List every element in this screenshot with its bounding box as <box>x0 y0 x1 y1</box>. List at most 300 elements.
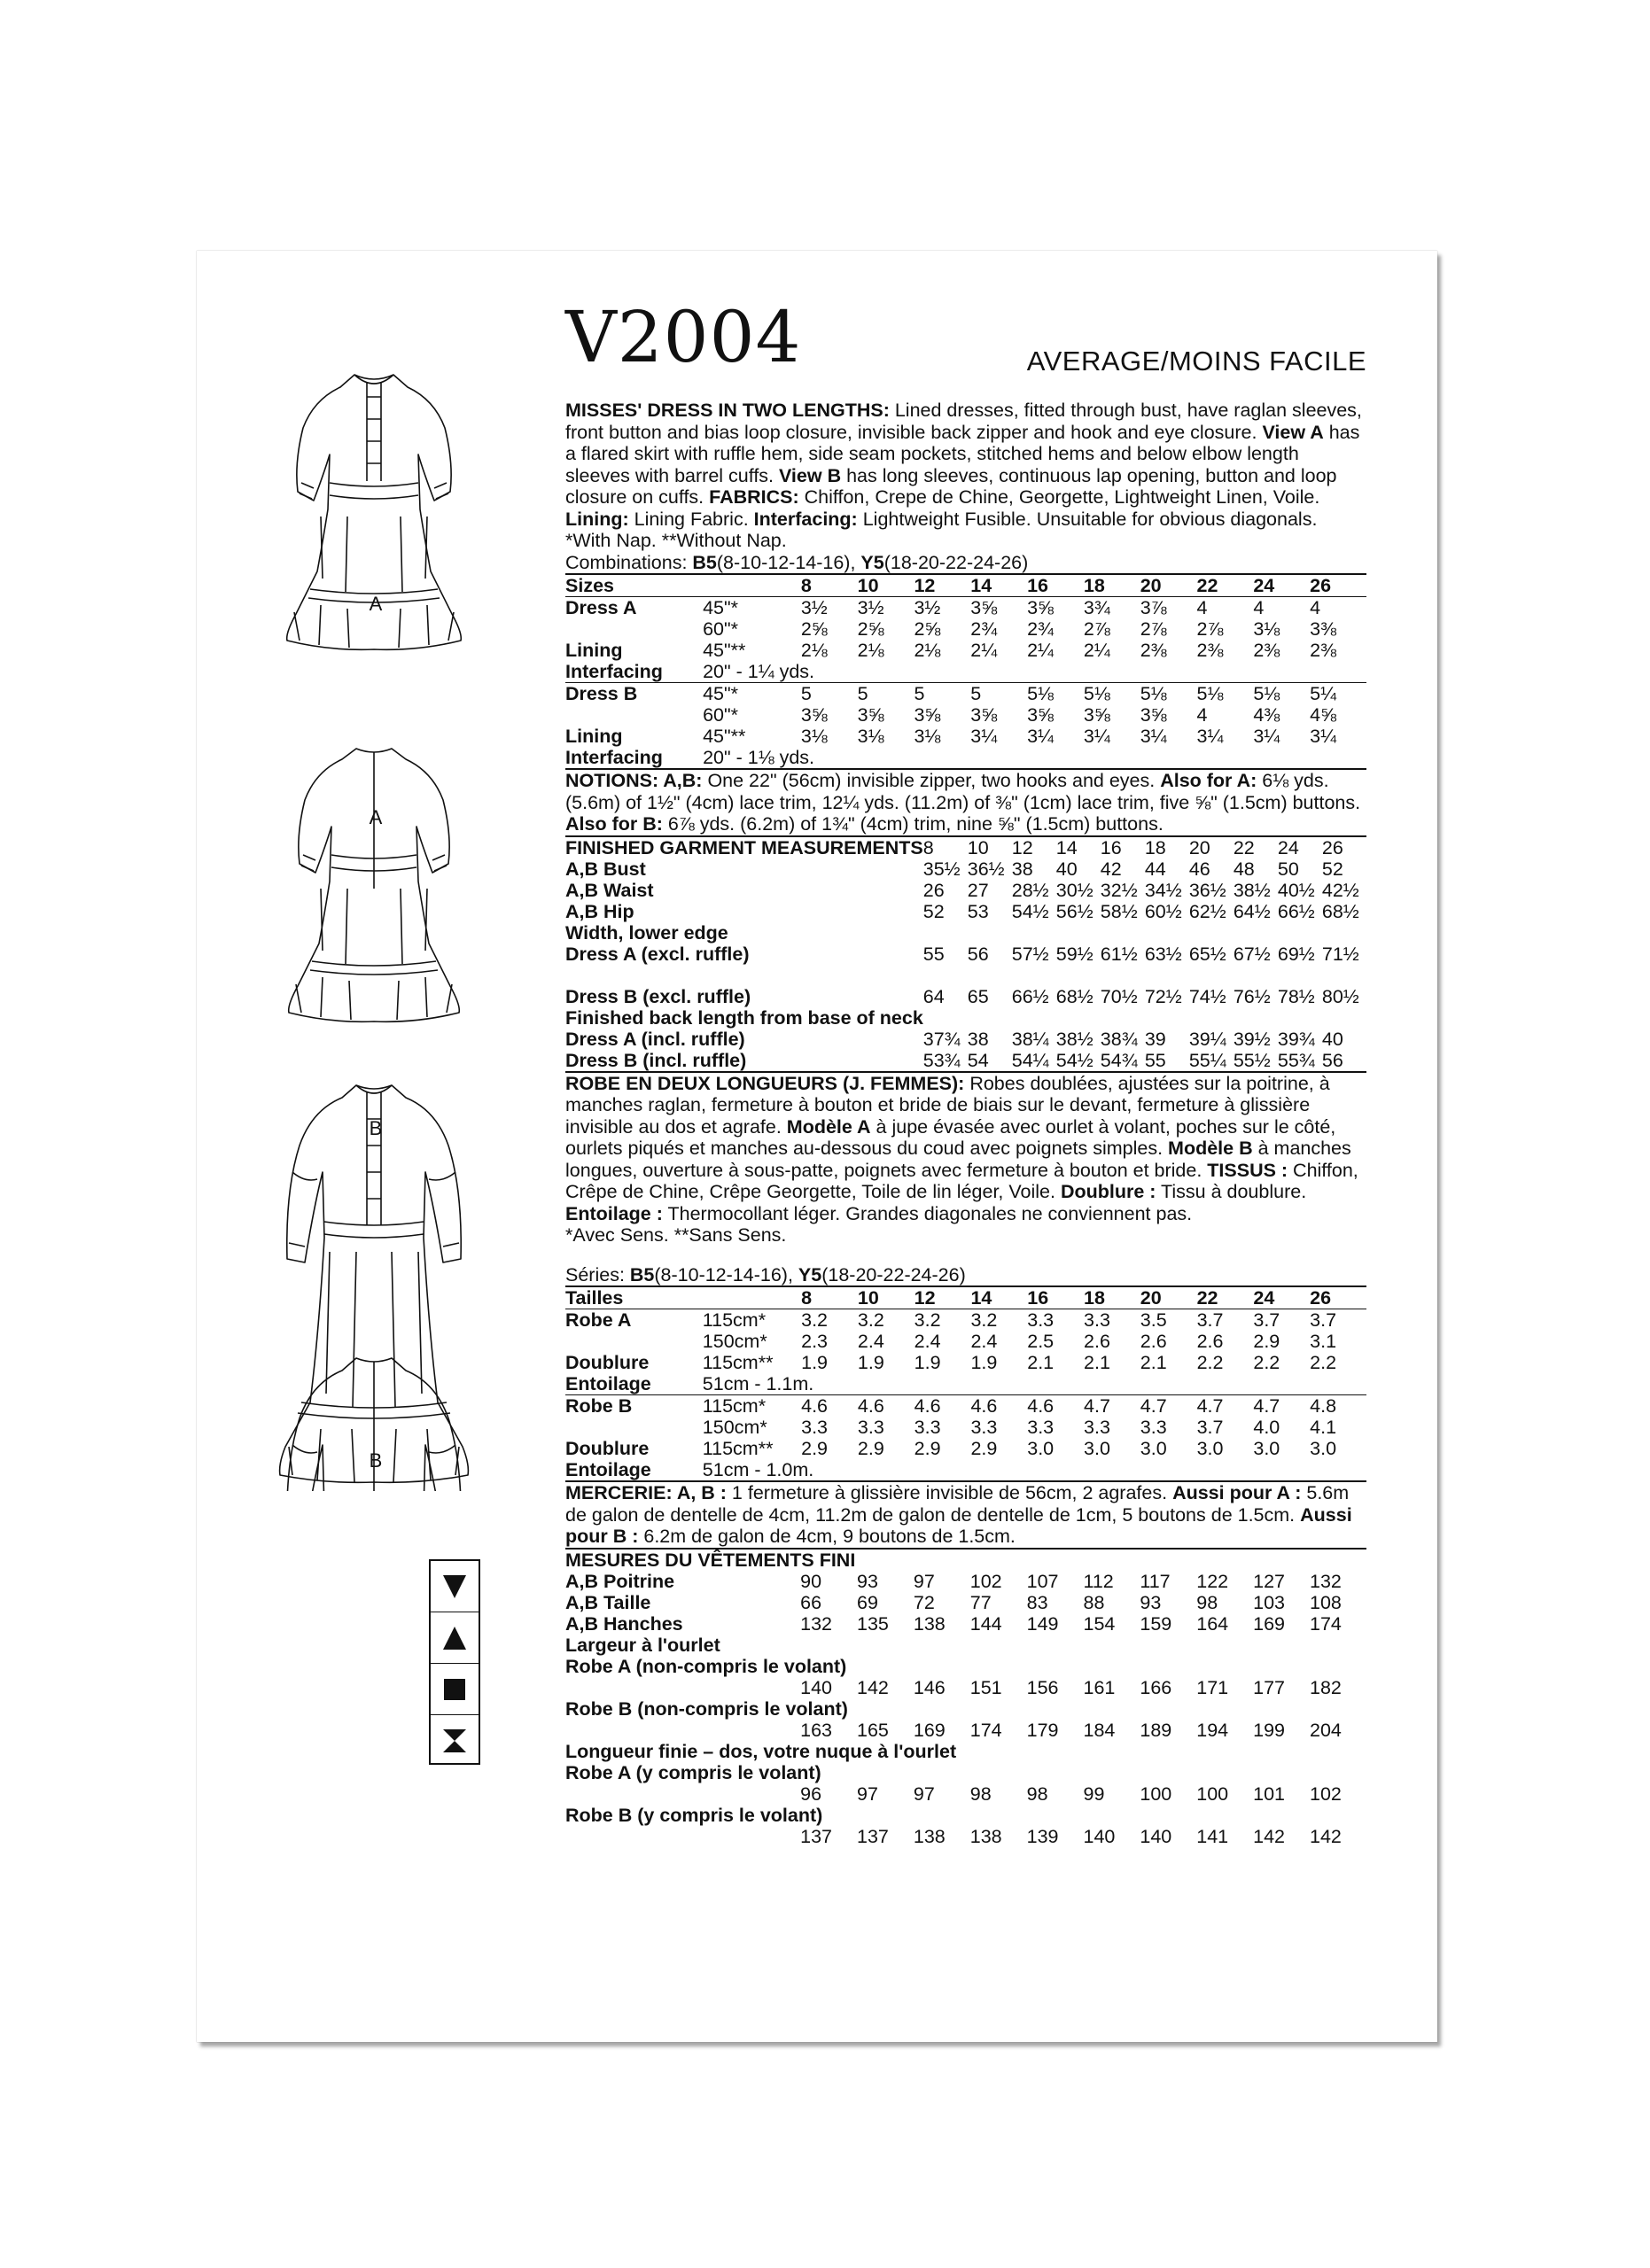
sizes-label: Sizes <box>565 574 703 597</box>
yardage-value: 3.0 <box>1140 1438 1167 1459</box>
measurement-value: 42½ <box>1321 879 1359 901</box>
largeur-label: Largeur à l'ourlet <box>565 1634 720 1656</box>
yardage-row <box>565 683 1366 705</box>
measurement-value: 69½ <box>1277 943 1315 965</box>
yardage-value: 2.9 <box>1253 1331 1280 1352</box>
measurement-value: 98 <box>1026 1783 1048 1805</box>
row-width: 20" - 1¼ yds. <box>703 661 815 682</box>
doublure-label: Doublure : <box>1060 1181 1156 1202</box>
measurement-row <box>565 1029 1366 1050</box>
yardage-value: 3⅝ <box>1140 704 1167 726</box>
longueur-label: Longueur finie – dos, votre nuque à l'ourlet <box>565 1740 957 1762</box>
view-label: A <box>369 806 383 828</box>
measurement-label: A,B Taille <box>565 1591 651 1613</box>
measurement-label-row <box>565 1805 1366 1826</box>
measurement-value: 67½ <box>1233 943 1271 965</box>
yardage-value: 2⅝ <box>857 618 884 640</box>
measurement-value: 100 <box>1196 1783 1229 1805</box>
doublure-text: Tissu à doublure. <box>1156 1181 1307 1202</box>
size-header: 16 <box>1027 574 1084 597</box>
yardage-value: 3⅛ <box>1253 618 1280 640</box>
yardage-value: 2⅝ <box>800 618 828 640</box>
measurement-value: 50 <box>1277 858 1299 880</box>
measurement-value: 52 <box>922 900 945 922</box>
measurement-value: 72½ <box>1144 985 1182 1007</box>
notions-also-b: Also for B: <box>565 813 663 835</box>
measurement-value: 184 <box>1083 1719 1116 1741</box>
measurement-value: 76½ <box>1233 985 1271 1007</box>
yardage-row <box>565 1395 1366 1418</box>
combo-sizes: (8-10-12-14-16), <box>716 551 861 573</box>
combo-code: B5 <box>692 551 717 573</box>
measurement-value: 55 <box>922 943 945 965</box>
yardage-row <box>565 1417 1366 1438</box>
yardage-value: 3½ <box>858 597 915 619</box>
mercerie-text: 6.2m de galon de 4cm, 9 boutons de 1.5cm. <box>638 1526 1016 1547</box>
measurement-value: 122 <box>1196 1570 1229 1592</box>
measurement-value: 171 <box>1196 1676 1229 1698</box>
measurement-value: 55 <box>1144 1049 1166 1071</box>
yardage-value: 4 <box>1197 597 1254 619</box>
measurement-value: 174 <box>969 1719 1002 1741</box>
measurement-value: 97 <box>913 1570 935 1592</box>
blank-row <box>565 965 1366 986</box>
size-header: 26 <box>1310 574 1366 597</box>
desc-text: has long sleeves, continuous lap opening, button and loop closure on cuffs. <box>565 464 1337 508</box>
size-header: 8 <box>801 574 858 597</box>
label-spacer <box>565 1783 800 1805</box>
measurement-label: A,B Poitrine <box>565 1570 675 1592</box>
yardage-value: 2.2 <box>1196 1352 1224 1373</box>
yardage-value: 2⅜ <box>1253 640 1280 661</box>
yardage-row <box>565 1331 1366 1352</box>
measurement-value: 140 <box>1083 1825 1116 1847</box>
notions <box>565 770 1366 835</box>
measurement-value: 189 <box>1140 1719 1172 1741</box>
interfacing-text: Lightweight Fusible. Unsuitable for obvious diagonals. *With Nap. **Without Nap. <box>565 508 1318 551</box>
row-width: 115cm* <box>703 1395 801 1418</box>
mercerie-text: 5.6m de galon de dentelle de 4cm, 11.2m de galon de dentelle de 1cm, 5 boutons de 1.5cm. <box>565 1482 1350 1526</box>
yardage-value: 2.1 <box>1084 1352 1110 1373</box>
measurement-value: 62½ <box>1188 900 1226 922</box>
measurement-value: 138 <box>913 1612 946 1635</box>
yardage-value: 4.7 <box>1084 1395 1140 1418</box>
measurement-value: 55¼ <box>1188 1049 1226 1071</box>
size-header-row <box>565 574 1366 597</box>
yardage-value: 2⅛ <box>914 640 941 661</box>
yardage-value: 3.7 <box>1196 1417 1224 1438</box>
measurement-value: 138 <box>969 1825 1002 1847</box>
yardage-value: 3.2 <box>970 1309 1027 1332</box>
measurement-label: A,B Waist <box>565 879 654 901</box>
hourglass-icon <box>441 1728 468 1754</box>
row-width: 115cm* <box>703 1309 801 1332</box>
pattern-envelope-back <box>197 251 1437 2042</box>
yardage-value: 2.2 <box>1253 1352 1280 1373</box>
yardage-value: 5⅛ <box>1140 683 1197 705</box>
measurement-value: 112 <box>1083 1570 1114 1592</box>
measurement-row <box>565 944 1366 965</box>
yardage-row <box>565 597 1366 619</box>
yardage-value: 2¼ <box>1027 640 1054 661</box>
size-header: 20 <box>1140 1286 1197 1309</box>
yardage-value: 3⅜ <box>1310 618 1337 640</box>
measurement-value: 68½ <box>1055 985 1094 1007</box>
row-label: Lining <box>565 640 623 661</box>
measurement-value: 137 <box>856 1825 889 1847</box>
yardage-value: 3.3 <box>1027 1309 1084 1332</box>
yardage-row <box>565 704 1366 726</box>
measurement-label: Dress B (incl. ruffle) <box>565 1049 747 1071</box>
measurement-value: 146 <box>913 1676 946 1698</box>
combo-sizes: (18-20-22-24-26) <box>883 551 1029 573</box>
yardage-value: 4 <box>1310 597 1366 619</box>
triangle-up-icon <box>441 1625 468 1651</box>
measurement-label: Dress A (incl. ruffle) <box>565 1028 745 1050</box>
yardage-row <box>565 726 1366 747</box>
measurement-value: 38 <box>967 1028 989 1050</box>
label-spacer <box>565 1677 800 1698</box>
row-width: 20" - 1⅛ yds. <box>703 747 1366 769</box>
measurement-value: 40½ <box>1277 879 1315 901</box>
measurement-value: 61½ <box>1100 943 1138 965</box>
yardage-row <box>565 1459 1366 1481</box>
yardage-value: 4.7 <box>1197 1395 1254 1418</box>
measurement-value: 54¾ <box>1100 1049 1138 1071</box>
measurement-value: 70½ <box>1100 985 1138 1007</box>
measurement-row <box>565 1783 1366 1805</box>
measurement-value: 99 <box>1083 1783 1105 1805</box>
yardage-value: 5⅛ <box>1027 683 1084 705</box>
yardage-value: 2.2 <box>1310 1352 1337 1373</box>
yardage-value: 3¾ <box>1084 597 1140 619</box>
yardage-value: 2.9 <box>914 1438 941 1459</box>
metrage-table <box>565 1285 1366 1482</box>
measurement-value: 108 <box>1309 1591 1342 1613</box>
mesures-title-row <box>565 1550 1366 1571</box>
measurement-value: 151 <box>969 1676 1002 1698</box>
combinations-prefix: Combinations: <box>565 551 693 573</box>
sizes-spacer <box>703 574 801 597</box>
view-label: A <box>369 593 383 615</box>
desc-title: ROBE EN DEUX LONGUEURS (J. FEMMES): <box>565 1072 965 1094</box>
measurement-value: 71½ <box>1321 943 1359 965</box>
yardage-value: 4.6 <box>858 1395 915 1418</box>
yardage-value: 3⅝ <box>1083 704 1110 726</box>
mercerie-label: MERCERIE: A, B : <box>565 1482 727 1503</box>
yardage-value: 2¼ <box>1083 640 1110 661</box>
measurement-row <box>565 1677 1366 1698</box>
lining-text: Lining Fabric. <box>628 508 754 530</box>
combinations-line <box>565 552 1366 574</box>
measurement-value: 97 <box>856 1783 878 1805</box>
yardage-value: 2⅞ <box>1196 618 1224 640</box>
measurement-value: 101 <box>1253 1783 1285 1805</box>
mercerie-text: 1 fermeture à glissière invisible de 56cm, 2 agrafes. <box>726 1482 1173 1503</box>
measurement-value: 154 <box>1083 1612 1116 1635</box>
yardage-value: 3.3 <box>914 1417 941 1438</box>
measurement-value: 194 <box>1196 1719 1229 1741</box>
yardage-value: 3.7 <box>1310 1309 1366 1332</box>
width-label-row <box>565 922 1366 944</box>
longueur-label-row <box>565 1741 1366 1762</box>
yardage-value: 3⅝ <box>1027 597 1084 619</box>
measurement-value: 30½ <box>1055 879 1094 901</box>
yardage-value: 2⅜ <box>1310 640 1337 661</box>
yardage-value: 4.7 <box>1140 1395 1197 1418</box>
size-header: 16 <box>1027 1286 1084 1309</box>
notions-label: NOTIONS: A,B: <box>565 770 703 791</box>
notions-text: 6⅛ yds. (5.6m) of 1½" (4cm) lace trim, 12¼ yds. (11.2m) of ⅜" (1cm) lace trim, five ⅝" (1.5cm) buttons. <box>565 770 1361 813</box>
yardage-value: 4.6 <box>915 1395 971 1418</box>
yardage-value: 4.1 <box>1310 1417 1337 1438</box>
series-sizes: (18-20-22-24-26) <box>821 1263 966 1285</box>
measurement-value: 74½ <box>1188 985 1226 1007</box>
size-header: 14 <box>1055 836 1078 858</box>
yardage-value: 3.0 <box>1027 1438 1055 1459</box>
measurement-value: 98 <box>969 1783 992 1805</box>
largeur-label-row <box>565 1635 1366 1656</box>
fabrics-text: Chiffon, Crepe de Chine, Georgette, Lightweight Linen, Voile. <box>798 486 1320 508</box>
measurement-value: 38 <box>1011 858 1033 880</box>
size-header: 18 <box>1084 574 1140 597</box>
row-label: Entoilage <box>565 1459 703 1481</box>
measurement-value: 55½ <box>1233 1049 1271 1071</box>
entoilage-text: Thermocollant léger. Grandes diagonales ne conviennent pas. <box>662 1202 1193 1224</box>
measurement-value: 58½ <box>1100 900 1138 922</box>
pattern-number: V2004 <box>565 296 802 378</box>
row-label: Dress B <box>565 683 703 705</box>
measurement-value: 159 <box>1140 1612 1172 1635</box>
yardage-value: 3⅛ <box>800 726 828 747</box>
measurement-value: 60½ <box>1144 900 1182 922</box>
yardage-value: 2.4 <box>914 1331 941 1352</box>
row-width: 51cm - 1.0m. <box>703 1459 1366 1481</box>
view-label: B <box>369 1117 383 1139</box>
yardage-value: 4 <box>1253 597 1310 619</box>
measurement-value: 166 <box>1140 1676 1172 1698</box>
notions-text: 6⅞ yds. (6.2m) of 1¾" (4cm) trim, nine ⅝" (1.5cm) buttons. <box>662 813 1164 835</box>
yardage-value: 5 <box>801 683 858 705</box>
series-line <box>565 1264 1366 1286</box>
row-width: 60"* <box>703 704 738 726</box>
yardage-value: 3⅝ <box>857 704 884 726</box>
size-header: 24 <box>1277 836 1299 858</box>
yardage-value: 3½ <box>914 597 970 619</box>
row-label: Dress A <box>565 597 703 619</box>
french-description <box>565 1073 1366 1225</box>
yardage-row <box>565 1373 1366 1395</box>
yardage-value: 5⅛ <box>1253 683 1310 705</box>
yardage-row <box>565 1309 1366 1332</box>
yardage-value: 3¼ <box>970 726 998 747</box>
row-label <box>565 1331 703 1352</box>
yardage-value: 3.0 <box>1310 1438 1337 1459</box>
measurement-value: 56 <box>967 943 989 965</box>
width-label: Width, lower edge <box>565 921 728 944</box>
pattern-info <box>565 400 1366 1847</box>
measurement-value: 46 <box>1188 858 1210 880</box>
yardage-value: 2.6 <box>1140 1331 1167 1352</box>
measurement-label-row <box>565 1698 1366 1720</box>
yardage-value: 2⅛ <box>800 640 828 661</box>
desc-text: Robes doublées, ajustées sur la poitrine, à manches raglan, fermeture à bouton et bride de biais sur le devant, fermeture à glissière invisible au dos et agrafe. <box>565 1072 1330 1138</box>
row-label: Interfacing <box>565 747 703 769</box>
measurement-value: 127 <box>1253 1570 1285 1592</box>
measurement-value: 142 <box>856 1676 889 1698</box>
size-header: 24 <box>1253 574 1310 597</box>
yardage-value: 5 <box>914 683 970 705</box>
yardage-row <box>565 1352 1366 1373</box>
entoilage-label: Entoilage : <box>565 1202 663 1224</box>
mercerie <box>565 1482 1366 1548</box>
yardage-value: 4 <box>1196 704 1208 726</box>
size-header: 22 <box>1197 1286 1254 1309</box>
measurement-value: 144 <box>969 1612 1002 1635</box>
yardage-value: 2.9 <box>801 1438 828 1459</box>
measurement-value: 40 <box>1055 858 1078 880</box>
measurement-value: 57½ <box>1011 943 1049 965</box>
measurement-value: 77 <box>969 1591 992 1613</box>
lining-label: Lining: <box>565 508 629 530</box>
nap-note: *Avec Sens. **Sans Sens. <box>565 1224 787 1246</box>
measurement-value: 174 <box>1309 1612 1342 1635</box>
measurement-value: 93 <box>856 1570 878 1592</box>
size-header: 12 <box>1011 836 1033 858</box>
measurement-value: 39½ <box>1233 1028 1271 1050</box>
measurement-row <box>565 1050 1366 1071</box>
row-label: Lining <box>565 726 623 747</box>
row-width: 51cm - 1.1m. <box>702 1373 814 1394</box>
measurement-value: 138 <box>913 1825 946 1847</box>
yardage-value: 3¼ <box>1027 726 1054 747</box>
row-label <box>565 704 703 726</box>
yardage-value: 3.2 <box>915 1309 971 1332</box>
measurement-value: 102 <box>1309 1783 1342 1805</box>
row-label: Doublure <box>565 1352 650 1373</box>
measurement-value: 36½ <box>967 858 1005 880</box>
yardage-value: 2.1 <box>1140 1352 1167 1373</box>
row-label: Doublure <box>565 1438 650 1459</box>
measurement-value: 48 <box>1233 858 1255 880</box>
measurement-value: 93 <box>1140 1591 1162 1613</box>
measurement-row <box>565 1571 1366 1592</box>
yardage-value: 4⅝ <box>1310 704 1337 726</box>
yardage-value: 4.7 <box>1253 1395 1310 1418</box>
measurement-label: Robe B (y compris le volant) <box>565 1804 823 1826</box>
yardage-value: 3⅝ <box>970 704 998 726</box>
measurement-value: 72 <box>913 1591 935 1613</box>
measurement-value: 38¼ <box>1011 1028 1049 1050</box>
measurement-row <box>565 880 1366 901</box>
measurement-value: 59½ <box>1055 943 1094 965</box>
desc-text: à jupe évasée avec ourlet à volant, poches sur le côté, ourlets piqués et manches au-dessous du coud avec poignets simples. <box>565 1115 1336 1159</box>
measurement-value: 56 <box>1321 1049 1343 1071</box>
yardage-value: 4⅜ <box>1253 704 1280 726</box>
measurement-value: 78½ <box>1277 985 1315 1007</box>
yardage-value: 3¼ <box>1310 726 1337 747</box>
notions-text: One 22" (56cm) invisible zipper, two hooks and eyes. <box>702 770 1161 791</box>
size-header: 18 <box>1084 1286 1140 1309</box>
yardage-value: 2¾ <box>1027 618 1054 640</box>
finished-title: FINISHED GARMENT MEASUREMENTS <box>565 836 923 858</box>
size-header: 10 <box>858 574 915 597</box>
row-width: 45"** <box>703 726 746 747</box>
measurement-label: A,B Hip <box>565 900 634 922</box>
yardage-value: 2⅞ <box>1140 618 1167 640</box>
measurement-value: 182 <box>1309 1676 1342 1698</box>
yardage-row <box>565 618 1366 640</box>
size-header: 22 <box>1197 574 1254 597</box>
size-header: 10 <box>967 836 989 858</box>
yardage-value: 3⅞ <box>1140 597 1197 619</box>
measurement-value: 54½ <box>1055 1049 1094 1071</box>
yardage-value: 4.6 <box>970 1395 1027 1418</box>
yardage-value: 4.6 <box>801 1395 858 1418</box>
yardage-value: 2⅞ <box>1083 618 1110 640</box>
yardage-value: 3⅝ <box>970 597 1027 619</box>
measurement-row <box>565 858 1366 880</box>
measurement-value: 38½ <box>1233 879 1271 901</box>
measurement-value: 54½ <box>1011 900 1049 922</box>
cutting-symbols-box <box>429 1559 480 1765</box>
measurement-value: 54¼ <box>1011 1049 1049 1071</box>
measurement-value: 177 <box>1253 1676 1285 1698</box>
size-header: 16 <box>1100 836 1122 858</box>
view-b-label: View B <box>778 464 842 486</box>
yardage-value: 5⅛ <box>1084 683 1140 705</box>
view-label: B <box>369 1449 383 1472</box>
yardage-value: 3.0 <box>1253 1438 1280 1459</box>
difficulty-rating: AVERAGE/MOINS FACILE <box>1026 346 1366 377</box>
measurement-value: 65 <box>967 985 989 1007</box>
size-header: 20 <box>1140 574 1197 597</box>
yardage-value: 3.5 <box>1140 1309 1197 1332</box>
desc-text: has a flared skirt with ruffle hem, side seam pockets, stitched hems and below elbow length sleeves with barrel cuffs. <box>565 421 1360 486</box>
mercerie-also-a: Aussi pour A : <box>1172 1482 1302 1503</box>
label-spacer <box>565 1720 800 1741</box>
combo-code: Y5 <box>860 551 884 573</box>
measurement-value: 54 <box>967 1049 989 1071</box>
model-a-label: Modèle A <box>786 1115 871 1138</box>
measurement-value: 39¼ <box>1188 1028 1226 1050</box>
length-label: Finished back length from base of neck <box>565 1006 923 1029</box>
finished-measurements-table <box>565 837 1366 1071</box>
measurement-label: Dress A (excl. ruffle) <box>565 943 750 965</box>
size-header: 12 <box>914 574 970 597</box>
measurement-value: 117 <box>1140 1570 1171 1592</box>
fabrics-label: FABRICS: <box>709 486 799 508</box>
size-header: 14 <box>970 1286 1027 1309</box>
yardage-value: 2.3 <box>801 1331 828 1352</box>
yardage-value: 3.2 <box>858 1309 915 1332</box>
row-width: 115cm** <box>702 1438 774 1459</box>
measurement-value: 38¾ <box>1100 1028 1138 1050</box>
series-prefix: Séries: <box>565 1263 630 1285</box>
triangle-down-icon <box>441 1573 468 1600</box>
measurement-value: 90 <box>800 1570 822 1592</box>
row-label: Robe B <box>565 1395 703 1418</box>
measurement-value: 107 <box>1026 1570 1059 1592</box>
yardage-value: 1.9 <box>914 1352 941 1373</box>
model-b-label: Modèle B <box>1168 1138 1253 1159</box>
yardage-value: 3.1 <box>1310 1331 1337 1352</box>
measurement-value: 140 <box>800 1676 832 1698</box>
measurement-value: 163 <box>800 1719 832 1741</box>
measurement-value: 132 <box>800 1612 832 1635</box>
measurement-value: 83 <box>1026 1591 1048 1613</box>
yardage-value: 1.9 <box>970 1352 998 1373</box>
